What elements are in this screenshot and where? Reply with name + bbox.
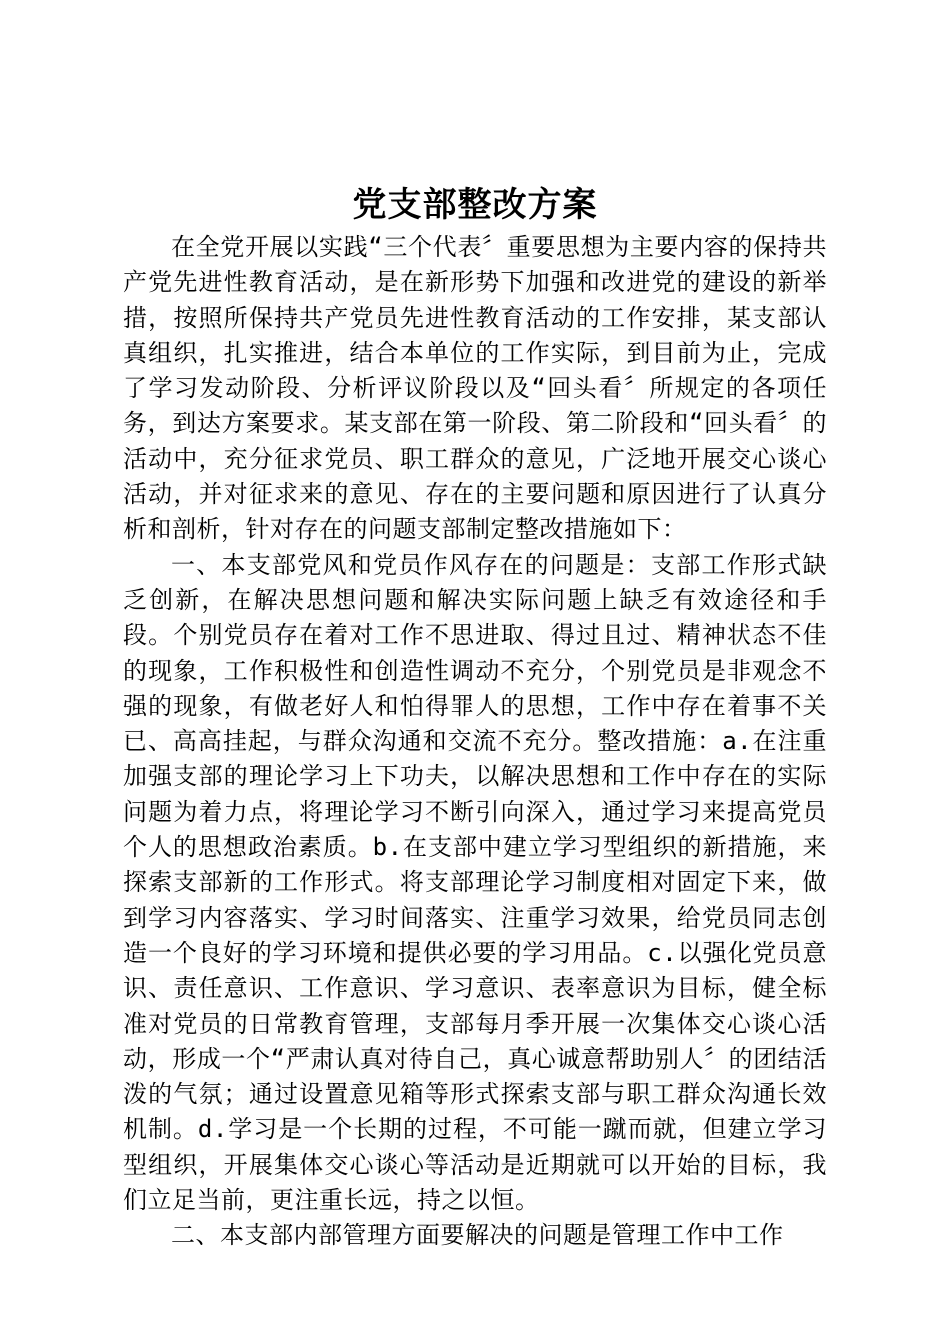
document-title: 党支部整改方案	[352, 185, 598, 225]
paragraph-section-2: 二、本支部内部管理方面要解决的问题是管理工作中工作	[171, 1221, 784, 1250]
document-body	[123, 230, 827, 1254]
paragraph-section-1: 一、本支部党风和党员作风存在的问题是：支部工作形式缺乏创新，在解决思想问题和解决实际问题上缺乏有效途径和手段。个别党员存在着对工作不思进取、得过且过、精神状态不佳的现象，工作积极性和创造性调动不充分，个别党员是非观念不强的现象，有做老好人和怕得罪人的思想，工作中存在着事不关已、高高挂起，与群众沟通和交流不充分。整改措施：a.在注重加强支部的理论学习上下功夫，以解决思想和工作中存在的实际问题为着力点，将理论学习不断引向深入，通过学习来提高党员个人的思想政治素质。b.在支部中建立学习型组织的新措施，来探索支部新的工作形式。将支部理论学习制度相对固定下来，做到学习内容落实、学习时间落实、注重学习效果，给党员同志创造一个良好的学习环境和提供必要的学习用品。c.以强化党员意识、责任意识、工作意识、学习意识、表率意识为目标，健全标准对党员的日常教育管理，支部每月季开展一次集体交心谈心活动，形成一个“严肃认真对待自己，真心诚意帮助别人〞的团结活泼的气氛；通过设置意见箱等形式探索支部与职工群众沟通长效机制。d.学习是一个长期的过程，不可能一蹴而就，但建立学习型组织，开展集体交心谈心等活动是近期就可以开始的目标，我们立足当前，更注重长远，持之以恒。	[123, 550, 827, 1215]
paragraph-intro: 在全党开展以实践“三个代表〞重要思想为主要内容的保持共产党先进性教育活动，是在新形势下加强和改进党的建设的新举措，按照所保持共产党员先进性教育活动的工作安排，某支部认真组织，扎实推进，结合本单位的工作实际，到目前为止，完成了学习发动阶段、分析评议阶段以及“回头看〞所规定的各项任务，到达方案要求。某支部在第一阶段、第二阶段和“回头看〞的活动中，充分征求党员、职工群众的意见，广泛地开展交心谈心活动，并对征求来的意见、存在的主要问题和原因进行了认真分析和剖析，针对存在的问题支部制定整改措施如下：	[123, 233, 827, 544]
